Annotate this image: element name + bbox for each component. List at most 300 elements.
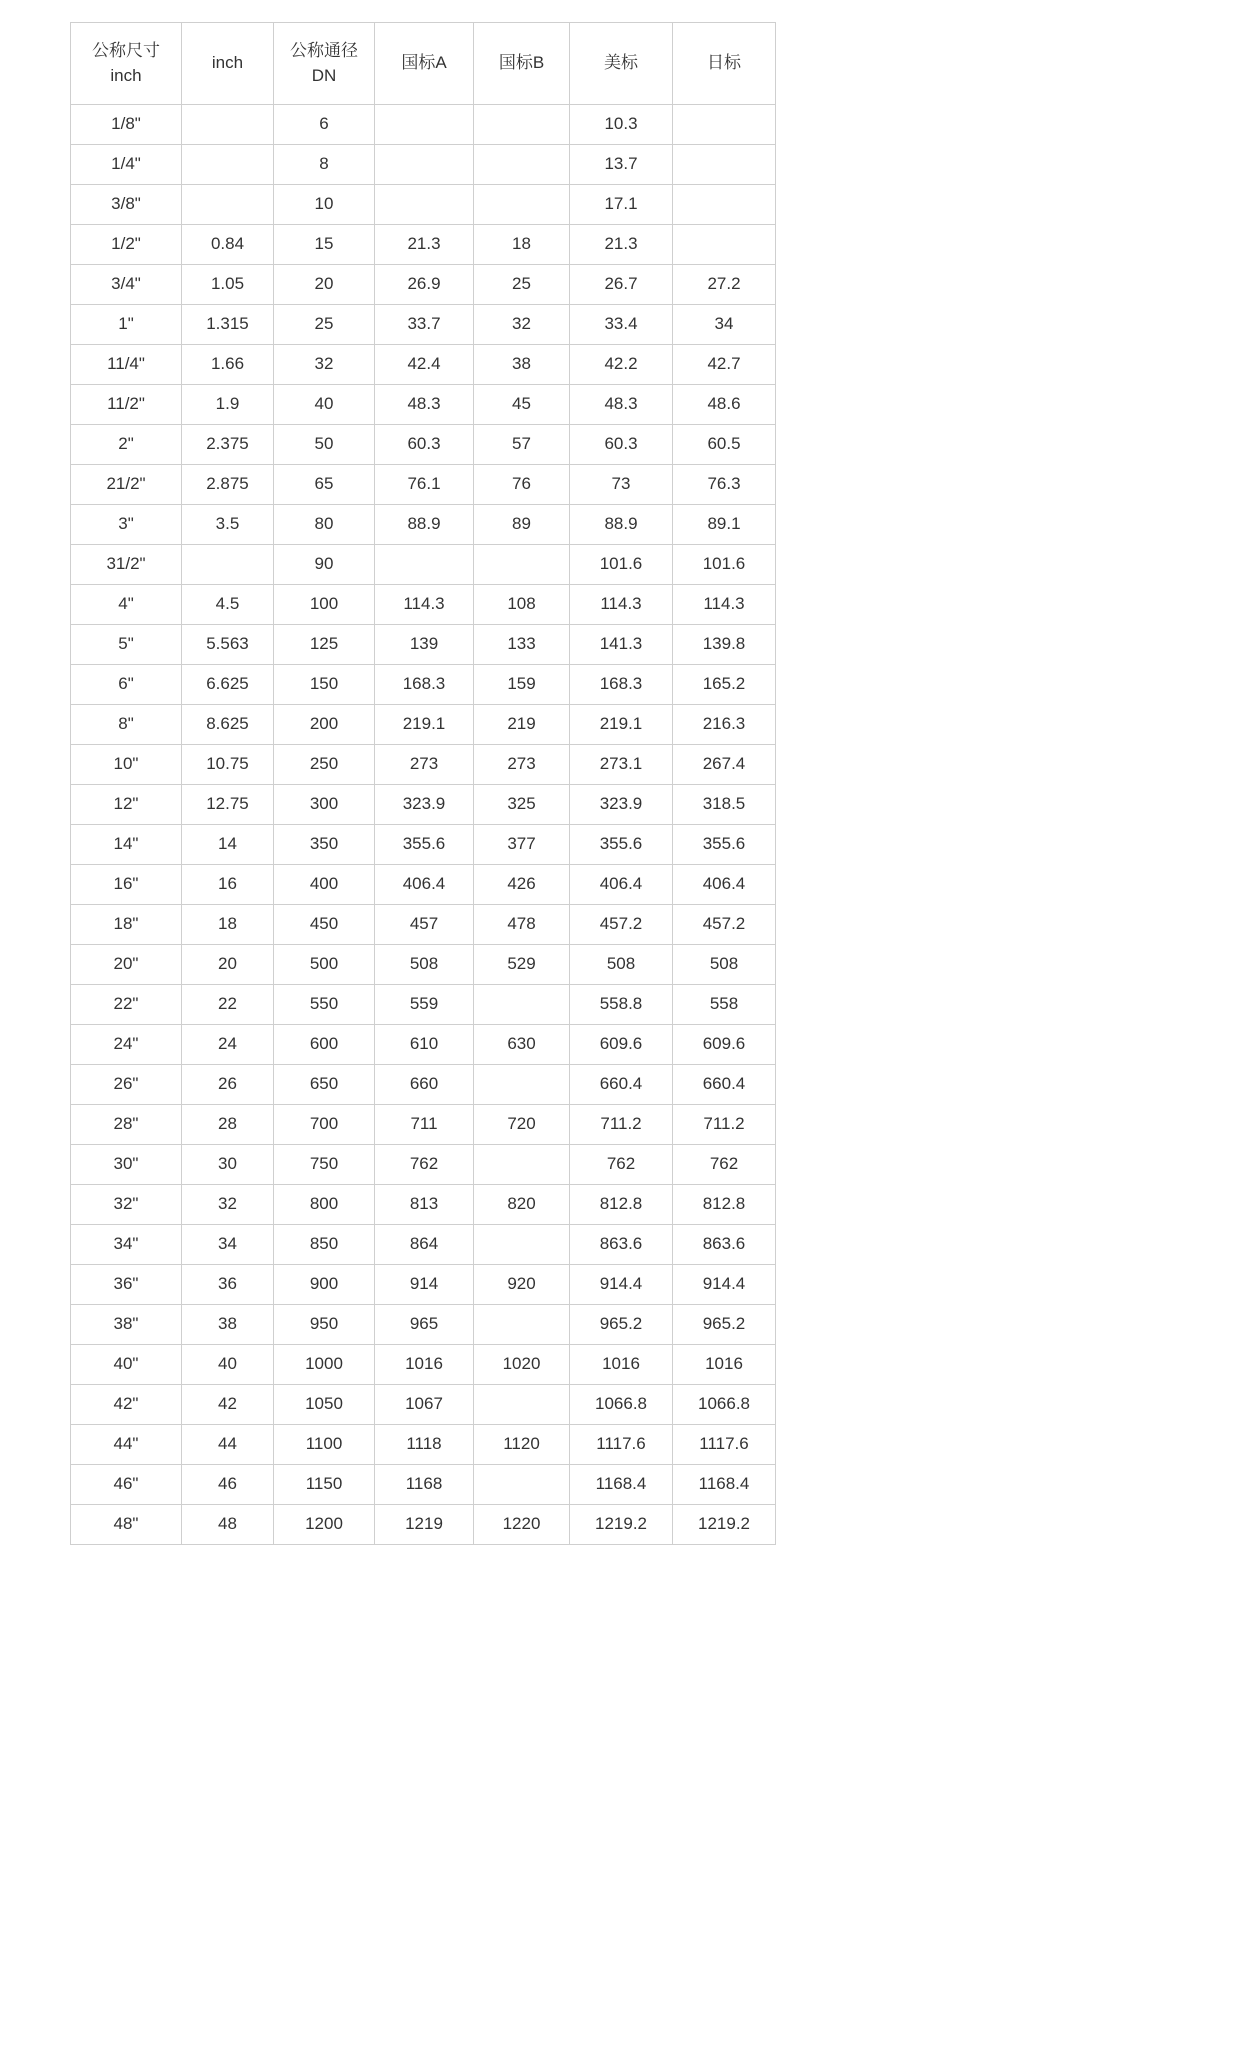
table-cell: 33.7 bbox=[375, 305, 474, 345]
table-cell: 18 bbox=[474, 225, 570, 265]
table-cell: 10.75 bbox=[182, 745, 274, 785]
column-header-6 bbox=[673, 23, 776, 105]
table-cell bbox=[182, 105, 274, 145]
table-cell: 46 bbox=[182, 1465, 274, 1505]
table-row bbox=[71, 265, 776, 305]
table-cell: 711 bbox=[375, 1105, 474, 1145]
table-cell: 101.6 bbox=[570, 545, 673, 585]
table-cell: 76.3 bbox=[673, 465, 776, 505]
table-cell: 42.2 bbox=[570, 345, 673, 385]
table-cell: 40 bbox=[182, 1345, 274, 1385]
table-cell: 48 bbox=[182, 1505, 274, 1545]
table-cell: 33.4 bbox=[570, 305, 673, 345]
row-label-cell: 34" bbox=[71, 1225, 182, 1265]
table-row bbox=[71, 1265, 776, 1305]
column-header-line: 日标 bbox=[707, 53, 741, 73]
table-row bbox=[71, 465, 776, 505]
table-row bbox=[71, 905, 776, 945]
table-cell bbox=[375, 185, 474, 225]
column-header-line: 国标B bbox=[498, 53, 545, 73]
table-cell: 950 bbox=[274, 1305, 375, 1345]
table-cell: 711.2 bbox=[570, 1105, 673, 1145]
table-row bbox=[71, 145, 776, 185]
table-cell: 273.1 bbox=[570, 745, 673, 785]
table-cell: 812.8 bbox=[673, 1185, 776, 1225]
table-cell: 3.5 bbox=[182, 505, 274, 545]
table-cell: 10.3 bbox=[570, 105, 673, 145]
table-cell: 125 bbox=[274, 625, 375, 665]
table-cell: 6.625 bbox=[182, 665, 274, 705]
table-cell: 17.1 bbox=[570, 185, 673, 225]
table-cell: 863.6 bbox=[673, 1225, 776, 1265]
table-cell bbox=[474, 1065, 570, 1105]
table-cell: 406.4 bbox=[570, 865, 673, 905]
table-row bbox=[71, 1305, 776, 1345]
table-row bbox=[71, 1425, 776, 1465]
row-label-cell: 18" bbox=[71, 905, 182, 945]
table-cell: 318.5 bbox=[673, 785, 776, 825]
row-label-cell: 11/2" bbox=[71, 385, 182, 425]
row-label-cell: 42" bbox=[71, 1385, 182, 1425]
row-label-cell: 24" bbox=[71, 1025, 182, 1065]
table-cell: 44 bbox=[182, 1425, 274, 1465]
table-row bbox=[71, 825, 776, 865]
table-cell: 1.05 bbox=[182, 265, 274, 305]
table-cell: 711.2 bbox=[673, 1105, 776, 1145]
row-label-cell: 1/4" bbox=[71, 145, 182, 185]
table-row bbox=[71, 505, 776, 545]
table-cell: 10 bbox=[274, 185, 375, 225]
table-cell: 15 bbox=[274, 225, 375, 265]
table-cell: 38 bbox=[474, 345, 570, 385]
table-cell: 630 bbox=[474, 1025, 570, 1065]
table-cell: 600 bbox=[274, 1025, 375, 1065]
table-cell: 90 bbox=[274, 545, 375, 585]
row-label-cell: 22" bbox=[71, 985, 182, 1025]
table-cell: 32 bbox=[274, 345, 375, 385]
table-cell: 114.3 bbox=[673, 585, 776, 625]
table-cell: 323.9 bbox=[375, 785, 474, 825]
table-cell: 457.2 bbox=[570, 905, 673, 945]
table-cell: 57 bbox=[474, 425, 570, 465]
table-row bbox=[71, 225, 776, 265]
row-label-cell: 16" bbox=[71, 865, 182, 905]
table-cell: 660.4 bbox=[570, 1065, 673, 1105]
table-cell: 700 bbox=[274, 1105, 375, 1145]
table-cell: 965.2 bbox=[570, 1305, 673, 1345]
table-cell: 24 bbox=[182, 1025, 274, 1065]
row-label-cell: 21/2" bbox=[71, 465, 182, 505]
table-cell: 168.3 bbox=[570, 665, 673, 705]
table-cell: 114.3 bbox=[570, 585, 673, 625]
table-cell: 60.5 bbox=[673, 425, 776, 465]
table-cell: 219.1 bbox=[375, 705, 474, 745]
table-cell bbox=[673, 185, 776, 225]
table-cell: 28 bbox=[182, 1105, 274, 1145]
table-cell: 920 bbox=[474, 1265, 570, 1305]
table-cell: 850 bbox=[274, 1225, 375, 1265]
table-cell: 1117.6 bbox=[673, 1425, 776, 1465]
table-cell: 609.6 bbox=[673, 1025, 776, 1065]
row-label-cell: 1/8" bbox=[71, 105, 182, 145]
table-row bbox=[71, 1185, 776, 1225]
table-cell: 914 bbox=[375, 1265, 474, 1305]
table-cell: 325 bbox=[474, 785, 570, 825]
table-cell: 0.84 bbox=[182, 225, 274, 265]
table-cell: 22 bbox=[182, 985, 274, 1025]
table-cell: 76 bbox=[474, 465, 570, 505]
table-cell: 141.3 bbox=[570, 625, 673, 665]
table-cell: 1219.2 bbox=[570, 1505, 673, 1545]
table-cell bbox=[375, 545, 474, 585]
table-cell: 750 bbox=[274, 1145, 375, 1185]
table-row bbox=[71, 545, 776, 585]
table-cell: 660 bbox=[375, 1065, 474, 1105]
row-label-cell: 10" bbox=[71, 745, 182, 785]
table-cell: 1117.6 bbox=[570, 1425, 673, 1465]
table-cell bbox=[375, 105, 474, 145]
table-cell: 500 bbox=[274, 945, 375, 985]
table-cell: 1168.4 bbox=[673, 1465, 776, 1505]
table-cell: 813 bbox=[375, 1185, 474, 1225]
row-label-cell: 28" bbox=[71, 1105, 182, 1145]
table-cell bbox=[474, 1385, 570, 1425]
table-cell: 108 bbox=[474, 585, 570, 625]
table-header bbox=[71, 23, 776, 105]
table-row bbox=[71, 745, 776, 785]
table-cell: 21.3 bbox=[570, 225, 673, 265]
table-cell: 762 bbox=[570, 1145, 673, 1185]
table-cell: 1066.8 bbox=[673, 1385, 776, 1425]
table-cell: 32 bbox=[182, 1185, 274, 1225]
row-label-cell: 48" bbox=[71, 1505, 182, 1545]
table-cell: 73 bbox=[570, 465, 673, 505]
table-cell: 34 bbox=[673, 305, 776, 345]
column-header-line: DN bbox=[311, 65, 337, 85]
table-cell bbox=[673, 145, 776, 185]
table-cell: 914.4 bbox=[673, 1265, 776, 1305]
table-cell: 6 bbox=[274, 105, 375, 145]
table-cell: 1016 bbox=[673, 1345, 776, 1385]
table-cell: 450 bbox=[274, 905, 375, 945]
table-row bbox=[71, 1465, 776, 1505]
table-row bbox=[71, 1385, 776, 1425]
table-cell: 26.7 bbox=[570, 265, 673, 305]
row-label-cell: 3" bbox=[71, 505, 182, 545]
table-cell: 426 bbox=[474, 865, 570, 905]
table-cell: 165.2 bbox=[673, 665, 776, 705]
table-cell: 323.9 bbox=[570, 785, 673, 825]
table-cell: 1100 bbox=[274, 1425, 375, 1465]
row-label-cell: 1" bbox=[71, 305, 182, 345]
table-cell: 2.875 bbox=[182, 465, 274, 505]
table-cell: 965 bbox=[375, 1305, 474, 1345]
table-cell: 26 bbox=[182, 1065, 274, 1105]
table-cell: 609.6 bbox=[570, 1025, 673, 1065]
table-cell: 1118 bbox=[375, 1425, 474, 1465]
row-label-cell: 14" bbox=[71, 825, 182, 865]
table-row bbox=[71, 1225, 776, 1265]
table-cell: 2.375 bbox=[182, 425, 274, 465]
table-cell bbox=[182, 145, 274, 185]
row-label-cell: 30" bbox=[71, 1145, 182, 1185]
column-header-line: inch bbox=[110, 65, 142, 85]
table-cell: 820 bbox=[474, 1185, 570, 1225]
table-cell: 267.4 bbox=[673, 745, 776, 785]
table-cell: 377 bbox=[474, 825, 570, 865]
table-cell: 76.1 bbox=[375, 465, 474, 505]
table-cell: 355.6 bbox=[375, 825, 474, 865]
table-cell: 133 bbox=[474, 625, 570, 665]
table-row bbox=[71, 625, 776, 665]
table-cell: 80 bbox=[274, 505, 375, 545]
table-cell: 660.4 bbox=[673, 1065, 776, 1105]
table-cell: 273 bbox=[474, 745, 570, 785]
table-row bbox=[71, 585, 776, 625]
row-label-cell: 20" bbox=[71, 945, 182, 985]
table-cell: 508 bbox=[673, 945, 776, 985]
table-cell: 5.563 bbox=[182, 625, 274, 665]
table-cell: 558.8 bbox=[570, 985, 673, 1025]
table-cell: 30 bbox=[182, 1145, 274, 1185]
table-cell: 812.8 bbox=[570, 1185, 673, 1225]
table-cell: 400 bbox=[274, 865, 375, 905]
table-cell bbox=[474, 1145, 570, 1185]
table-cell: 1168.4 bbox=[570, 1465, 673, 1505]
table-cell: 250 bbox=[274, 745, 375, 785]
column-header-2 bbox=[274, 23, 375, 105]
table-cell: 1066.8 bbox=[570, 1385, 673, 1425]
table-cell bbox=[182, 545, 274, 585]
table-cell: 478 bbox=[474, 905, 570, 945]
table-cell: 216.3 bbox=[673, 705, 776, 745]
table-cell: 88.9 bbox=[570, 505, 673, 545]
table-cell: 36 bbox=[182, 1265, 274, 1305]
table-cell: 48.6 bbox=[673, 385, 776, 425]
column-header-1 bbox=[182, 23, 274, 105]
row-label-cell: 38" bbox=[71, 1305, 182, 1345]
table-cell: 864 bbox=[375, 1225, 474, 1265]
column-header-5 bbox=[570, 23, 673, 105]
pipe-size-table bbox=[70, 22, 776, 1545]
row-label-cell: 8" bbox=[71, 705, 182, 745]
row-label-cell: 26" bbox=[71, 1065, 182, 1105]
table-cell: 101.6 bbox=[673, 545, 776, 585]
table-cell bbox=[673, 105, 776, 145]
table-cell: 1067 bbox=[375, 1385, 474, 1425]
table-cell: 139.8 bbox=[673, 625, 776, 665]
table-cell: 1219.2 bbox=[673, 1505, 776, 1545]
table-cell: 457.2 bbox=[673, 905, 776, 945]
table-cell: 457 bbox=[375, 905, 474, 945]
table-row bbox=[71, 1025, 776, 1065]
table-row bbox=[71, 1505, 776, 1545]
table-cell: 350 bbox=[274, 825, 375, 865]
table-cell: 863.6 bbox=[570, 1225, 673, 1265]
row-label-cell: 2" bbox=[71, 425, 182, 465]
table-row bbox=[71, 345, 776, 385]
table-cell: 1050 bbox=[274, 1385, 375, 1425]
table-cell bbox=[474, 985, 570, 1025]
table-cell: 16 bbox=[182, 865, 274, 905]
table-cell: 42.7 bbox=[673, 345, 776, 385]
table-row bbox=[71, 1065, 776, 1105]
table-cell: 559 bbox=[375, 985, 474, 1025]
table-cell: 200 bbox=[274, 705, 375, 745]
table-cell: 1.66 bbox=[182, 345, 274, 385]
table-row bbox=[71, 785, 776, 825]
table-header-row bbox=[71, 23, 776, 105]
table-cell: 1219 bbox=[375, 1505, 474, 1545]
table-row bbox=[71, 945, 776, 985]
table-cell: 1.9 bbox=[182, 385, 274, 425]
table-cell: 1.315 bbox=[182, 305, 274, 345]
table-cell: 42.4 bbox=[375, 345, 474, 385]
table-row bbox=[71, 865, 776, 905]
row-label-cell: 40" bbox=[71, 1345, 182, 1385]
table-cell: 558 bbox=[673, 985, 776, 1025]
table-cell: 300 bbox=[274, 785, 375, 825]
table-body bbox=[71, 105, 776, 1545]
table-cell bbox=[375, 145, 474, 185]
table-cell: 26.9 bbox=[375, 265, 474, 305]
table-cell: 1000 bbox=[274, 1345, 375, 1385]
row-label-cell: 4" bbox=[71, 585, 182, 625]
row-label-cell: 44" bbox=[71, 1425, 182, 1465]
table-cell: 13.7 bbox=[570, 145, 673, 185]
table-cell bbox=[474, 185, 570, 225]
row-label-cell: 46" bbox=[71, 1465, 182, 1505]
table-cell: 762 bbox=[673, 1145, 776, 1185]
table-cell: 25 bbox=[274, 305, 375, 345]
table-cell: 8.625 bbox=[182, 705, 274, 745]
table-cell: 1016 bbox=[375, 1345, 474, 1385]
table-cell: 100 bbox=[274, 585, 375, 625]
table-cell: 355.6 bbox=[673, 825, 776, 865]
row-label-cell: 1/2" bbox=[71, 225, 182, 265]
table-cell bbox=[474, 1225, 570, 1265]
table-cell: 355.6 bbox=[570, 825, 673, 865]
table-cell: 965.2 bbox=[673, 1305, 776, 1345]
table-cell: 60.3 bbox=[570, 425, 673, 465]
table-row bbox=[71, 105, 776, 145]
table-cell: 406.4 bbox=[375, 865, 474, 905]
table-row bbox=[71, 1145, 776, 1185]
table-cell: 20 bbox=[182, 945, 274, 985]
table-cell: 89 bbox=[474, 505, 570, 545]
table-cell bbox=[474, 1465, 570, 1505]
table-row bbox=[71, 1105, 776, 1145]
column-header-line: 国标A bbox=[401, 53, 447, 73]
column-header-line: inch bbox=[211, 53, 244, 73]
table-cell: 32 bbox=[474, 305, 570, 345]
table-cell: 720 bbox=[474, 1105, 570, 1145]
column-header-0 bbox=[71, 23, 182, 105]
table-cell: 1220 bbox=[474, 1505, 570, 1545]
table-cell: 650 bbox=[274, 1065, 375, 1105]
table-cell bbox=[474, 105, 570, 145]
table-row bbox=[71, 665, 776, 705]
table-cell bbox=[474, 545, 570, 585]
table-cell: 900 bbox=[274, 1265, 375, 1305]
row-label-cell: 11/4" bbox=[71, 345, 182, 385]
row-label-cell: 3/8" bbox=[71, 185, 182, 225]
table-cell bbox=[474, 1305, 570, 1345]
table-cell: 48.3 bbox=[570, 385, 673, 425]
table-cell: 800 bbox=[274, 1185, 375, 1225]
table-cell: 406.4 bbox=[673, 865, 776, 905]
table-cell: 8 bbox=[274, 145, 375, 185]
row-label-cell: 6" bbox=[71, 665, 182, 705]
table-row bbox=[71, 425, 776, 465]
column-header-4 bbox=[474, 23, 570, 105]
column-header-3 bbox=[375, 23, 474, 105]
table-cell: 1020 bbox=[474, 1345, 570, 1385]
table-cell: 914.4 bbox=[570, 1265, 673, 1305]
table-cell: 114.3 bbox=[375, 585, 474, 625]
table-cell: 159 bbox=[474, 665, 570, 705]
table-cell: 14 bbox=[182, 825, 274, 865]
table-cell: 219 bbox=[474, 705, 570, 745]
table-cell: 1200 bbox=[274, 1505, 375, 1545]
table-cell: 45 bbox=[474, 385, 570, 425]
table-cell: 27.2 bbox=[673, 265, 776, 305]
table-row bbox=[71, 385, 776, 425]
table-cell: 150 bbox=[274, 665, 375, 705]
table-cell: 508 bbox=[375, 945, 474, 985]
table-cell: 48.3 bbox=[375, 385, 474, 425]
column-header-line: 美标 bbox=[604, 53, 638, 73]
table-cell: 1120 bbox=[474, 1425, 570, 1465]
table-row bbox=[71, 705, 776, 745]
row-label-cell: 12" bbox=[71, 785, 182, 825]
table-cell: 610 bbox=[375, 1025, 474, 1065]
table-cell: 1150 bbox=[274, 1465, 375, 1505]
table-cell: 60.3 bbox=[375, 425, 474, 465]
table-cell: 25 bbox=[474, 265, 570, 305]
table-cell: 50 bbox=[274, 425, 375, 465]
column-header-line: 公称尺寸 bbox=[92, 40, 160, 60]
table-cell: 508 bbox=[570, 945, 673, 985]
table-cell bbox=[182, 185, 274, 225]
table-cell: 273 bbox=[375, 745, 474, 785]
table-cell: 89.1 bbox=[673, 505, 776, 545]
table-cell: 1168 bbox=[375, 1465, 474, 1505]
table-cell: 42 bbox=[182, 1385, 274, 1425]
table-cell: 34 bbox=[182, 1225, 274, 1265]
table-cell: 219.1 bbox=[570, 705, 673, 745]
row-label-cell: 5" bbox=[71, 625, 182, 665]
table-cell bbox=[673, 225, 776, 265]
table-cell: 40 bbox=[274, 385, 375, 425]
table-cell: 88.9 bbox=[375, 505, 474, 545]
table-cell: 38 bbox=[182, 1305, 274, 1345]
table-cell: 4.5 bbox=[182, 585, 274, 625]
table-cell: 762 bbox=[375, 1145, 474, 1185]
column-header-line: 公称通径 bbox=[290, 40, 358, 60]
table-cell: 168.3 bbox=[375, 665, 474, 705]
table-cell: 550 bbox=[274, 985, 375, 1025]
table-cell: 529 bbox=[474, 945, 570, 985]
table-cell: 65 bbox=[274, 465, 375, 505]
table-cell: 139 bbox=[375, 625, 474, 665]
row-label-cell: 31/2" bbox=[71, 545, 182, 585]
table-cell bbox=[474, 145, 570, 185]
row-label-cell: 32" bbox=[71, 1185, 182, 1225]
table-row bbox=[71, 1345, 776, 1385]
table-row bbox=[71, 985, 776, 1025]
row-label-cell: 36" bbox=[71, 1265, 182, 1305]
